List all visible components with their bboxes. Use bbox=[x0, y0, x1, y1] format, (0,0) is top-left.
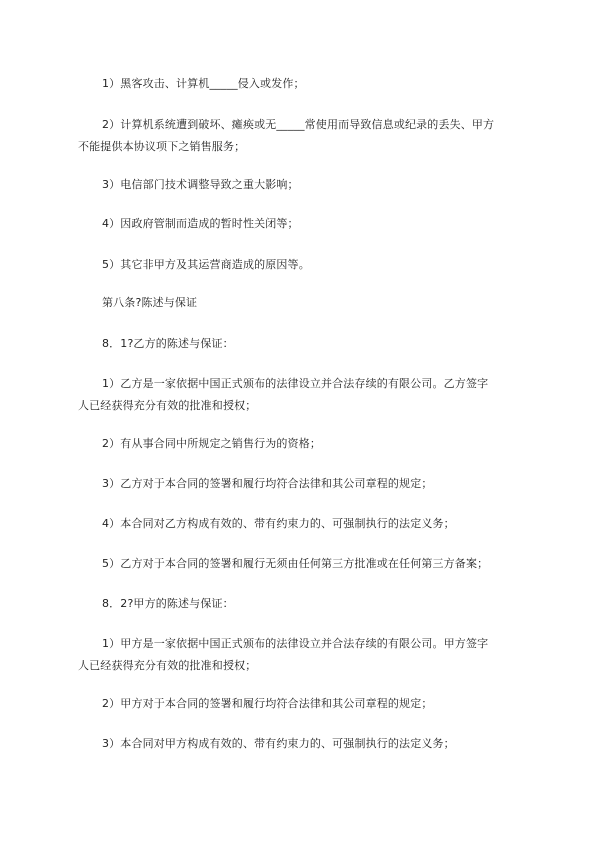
paragraph-line: 3）乙方对于本合同的签署和履行均符合法律和其公司章程的规定； bbox=[102, 477, 433, 490]
paragraph-line: 2）有从事合同中所规定之销售行为的资格； bbox=[102, 437, 321, 450]
paragraph-line: 1）甲方是一家依据中国正式颁布的法律设立并合法存续的有限公司。甲方签字 bbox=[102, 637, 489, 650]
paragraph-line: 1）乙方是一家依据中国正式颁布的法律设立并合法存续的有限公司。乙方签字 bbox=[102, 377, 489, 390]
party-b-item-5 bbox=[102, 553, 542, 575]
clause-item-1-hacker-attack bbox=[102, 73, 542, 95]
paragraph-line: 2）甲方对于本合同的签署和履行均符合法律和其公司章程的规定； bbox=[102, 697, 433, 710]
paragraph-line: 1）黑客攻击、计算机_____侵入或发作； bbox=[102, 77, 305, 90]
party-b-item-1 bbox=[78, 373, 542, 417]
party-a-item-1 bbox=[78, 633, 542, 677]
clause-item-4-government-control bbox=[102, 213, 542, 235]
section-8-2-heading bbox=[102, 593, 542, 615]
paragraph-line-continued: 人已经获得充分有效的批准和授权； bbox=[78, 659, 257, 672]
paragraph-line: 5）乙方对于本合同的签署和履行无须由任何第三方批准或在任何第三方备案； bbox=[102, 557, 489, 570]
paragraph-line: 3）电信部门技术调整导致之重大影响； bbox=[102, 178, 299, 191]
clause-item-5-other-causes bbox=[102, 254, 542, 276]
paragraph-line-continued: 人已经获得充分有效的批准和授权； bbox=[78, 399, 257, 412]
paragraph-line: 4）本合同对乙方构成有效的、带有约束力的、可强制执行的法定义务； bbox=[102, 517, 455, 530]
article-8-heading bbox=[102, 292, 542, 314]
paragraph-line: 8．2?甲方的陈述与保证： bbox=[102, 597, 234, 610]
party-b-item-2 bbox=[102, 433, 542, 455]
party-b-item-3 bbox=[102, 473, 542, 495]
section-8-1-heading bbox=[102, 333, 542, 355]
paragraph-line: 3）本合同对甲方构成有效的、带有约束力的、可强制执行的法定义务； bbox=[102, 737, 455, 750]
clause-item-3-telecom-adjustment bbox=[102, 174, 542, 196]
party-a-item-3 bbox=[102, 733, 542, 755]
party-a-item-2 bbox=[102, 693, 542, 715]
paragraph-line: 4）因政府管制而造成的暂时性关闭等； bbox=[102, 217, 299, 230]
party-b-item-4 bbox=[102, 513, 542, 535]
clause-item-2-system-damage bbox=[78, 114, 542, 158]
paragraph-line: 8．1?乙方的陈述与保证： bbox=[102, 337, 234, 350]
paragraph-line-continued: 不能提供本协议项下之销售服务； bbox=[78, 140, 246, 153]
paragraph-line: 第八条?陈述与保证 bbox=[102, 296, 198, 309]
paragraph-line: 5）其它非甲方及其运营商造成的原因等。 bbox=[102, 258, 310, 271]
paragraph-line: 2）计算机系统遭到破坏、瘫痪或无_____常使用而导致信息或纪录的丢失、甲方 bbox=[102, 118, 495, 131]
